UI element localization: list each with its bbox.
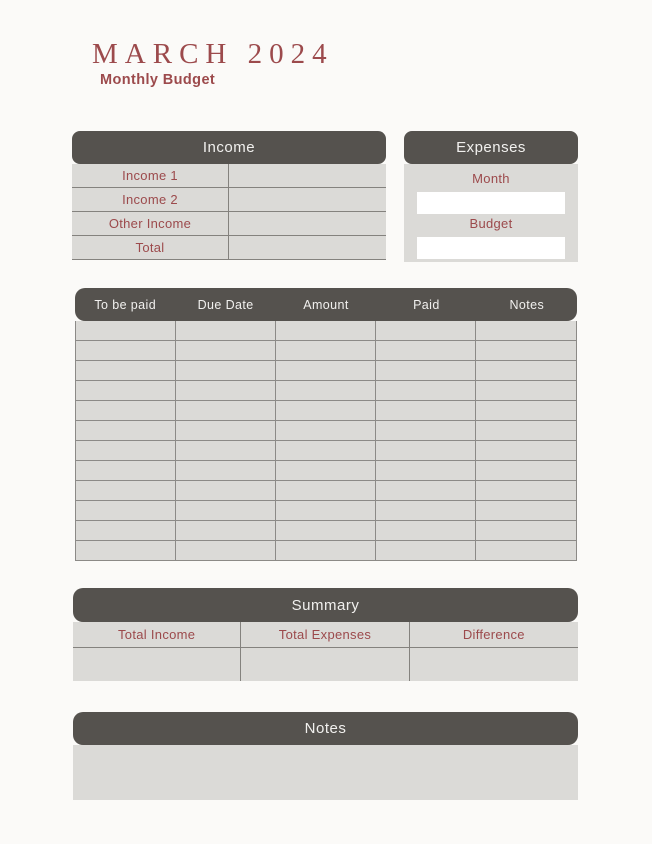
table-cell[interactable]	[376, 481, 476, 500]
bills-table-body	[75, 321, 577, 561]
notes-header: Notes	[73, 712, 578, 745]
income-row	[72, 212, 386, 236]
income-row-label: Total	[72, 236, 229, 259]
table-cell[interactable]	[176, 341, 276, 360]
table-cell[interactable]	[76, 441, 176, 460]
page-title: MARCH 2024	[92, 38, 334, 70]
table-cell[interactable]	[176, 421, 276, 440]
table-cell[interactable]	[376, 521, 476, 540]
table-row	[76, 461, 576, 481]
table-cell[interactable]	[476, 341, 576, 360]
table-cell[interactable]	[76, 541, 176, 560]
table-cell[interactable]	[476, 321, 576, 340]
table-cell[interactable]	[76, 521, 176, 540]
table-cell[interactable]	[76, 361, 176, 380]
table-cell[interactable]	[276, 541, 376, 560]
difference-value-cell[interactable]	[410, 648, 578, 681]
table-cell[interactable]	[176, 321, 276, 340]
table-cell[interactable]	[76, 421, 176, 440]
total-income-value-cell[interactable]	[73, 648, 241, 681]
income-row-label: Other Income	[72, 212, 229, 235]
page-subtitle: Monthly Budget	[100, 72, 216, 88]
column-header-paid: Paid	[413, 297, 440, 312]
bills-table-header	[75, 288, 577, 321]
column-header-to-be-paid: To be paid	[94, 297, 157, 312]
table-cell[interactable]	[276, 341, 376, 360]
budget-field[interactable]	[417, 237, 565, 259]
income-row-label: Income 1	[72, 164, 229, 187]
table-row	[76, 401, 576, 421]
table-row	[76, 381, 576, 401]
notes-area[interactable]	[73, 745, 578, 800]
table-cell[interactable]	[176, 541, 276, 560]
table-row	[76, 421, 576, 441]
table-cell[interactable]	[176, 361, 276, 380]
summary-table	[73, 622, 578, 681]
income-value-cell[interactable]	[229, 212, 386, 235]
income-row-label: Income 2	[72, 188, 229, 211]
total-expenses-value-cell[interactable]	[241, 648, 409, 681]
table-cell[interactable]	[476, 521, 576, 540]
difference-label: Difference	[410, 622, 578, 648]
table-cell[interactable]	[276, 481, 376, 500]
table-cell[interactable]	[176, 401, 276, 420]
column-header-due-date: Due Date	[197, 297, 254, 312]
income-row	[72, 236, 386, 260]
table-cell[interactable]	[76, 401, 176, 420]
column-header-amount: Amount	[303, 297, 349, 312]
table-cell[interactable]	[376, 501, 476, 520]
table-cell[interactable]	[376, 461, 476, 480]
notes-section	[73, 712, 578, 800]
total-expenses-label: Total Expenses	[241, 622, 409, 648]
table-cell[interactable]	[476, 421, 576, 440]
table-cell[interactable]	[76, 461, 176, 480]
table-row	[76, 521, 576, 541]
income-section	[72, 131, 386, 260]
total-income-label: Total Income	[73, 622, 241, 648]
table-cell[interactable]	[176, 381, 276, 400]
table-cell[interactable]	[76, 341, 176, 360]
summary-values-row	[73, 648, 578, 681]
table-row	[76, 541, 576, 561]
table-cell[interactable]	[476, 401, 576, 420]
income-table	[72, 164, 386, 260]
table-cell[interactable]	[476, 481, 576, 500]
table-row	[76, 321, 576, 341]
table-cell[interactable]	[76, 481, 176, 500]
table-cell[interactable]	[376, 341, 476, 360]
month-field[interactable]	[417, 192, 565, 214]
income-row	[72, 188, 386, 212]
table-cell[interactable]	[476, 541, 576, 560]
month-label: Month	[472, 171, 510, 186]
table-cell[interactable]	[176, 521, 276, 540]
table-cell[interactable]	[176, 441, 276, 460]
table-cell[interactable]	[76, 321, 176, 340]
table-cell[interactable]	[76, 501, 176, 520]
table-row	[76, 361, 576, 381]
table-cell[interactable]	[276, 381, 376, 400]
table-cell[interactable]	[276, 521, 376, 540]
table-cell[interactable]	[276, 321, 376, 340]
income-row	[72, 164, 386, 188]
table-cell[interactable]	[476, 381, 576, 400]
income-header: Income	[72, 131, 386, 164]
budget-label: Budget	[469, 216, 513, 231]
table-cell[interactable]	[376, 361, 476, 380]
expenses-section	[404, 131, 578, 262]
summary-section	[73, 588, 578, 681]
table-cell[interactable]	[176, 481, 276, 500]
income-value-cell[interactable]	[229, 188, 386, 211]
table-cell[interactable]	[376, 441, 476, 460]
table-cell[interactable]	[76, 381, 176, 400]
table-cell[interactable]	[276, 361, 376, 380]
income-value-cell[interactable]	[229, 164, 386, 187]
column-header-notes: Notes	[509, 297, 545, 312]
table-cell[interactable]	[176, 501, 276, 520]
table-row	[76, 501, 576, 521]
bills-table-section	[75, 288, 577, 561]
table-cell[interactable]	[476, 441, 576, 460]
table-cell[interactable]	[276, 441, 376, 460]
table-cell[interactable]	[276, 421, 376, 440]
table-row	[76, 481, 576, 501]
table-cell[interactable]	[276, 461, 376, 480]
table-cell[interactable]	[376, 321, 476, 340]
table-cell[interactable]	[276, 401, 376, 420]
expenses-body	[404, 164, 578, 262]
income-value-cell[interactable]	[229, 236, 386, 259]
table-cell[interactable]	[376, 541, 476, 560]
table-row	[76, 341, 576, 361]
table-row	[76, 441, 576, 461]
table-cell[interactable]	[476, 501, 576, 520]
expenses-header: Expenses	[404, 131, 578, 164]
table-cell[interactable]	[276, 501, 376, 520]
summary-header: Summary	[73, 588, 578, 622]
table-cell[interactable]	[476, 361, 576, 380]
table-cell[interactable]	[176, 461, 276, 480]
table-cell[interactable]	[376, 421, 476, 440]
summary-labels-row	[73, 622, 578, 648]
table-cell[interactable]	[476, 461, 576, 480]
table-cell[interactable]	[376, 401, 476, 420]
table-cell[interactable]	[376, 381, 476, 400]
